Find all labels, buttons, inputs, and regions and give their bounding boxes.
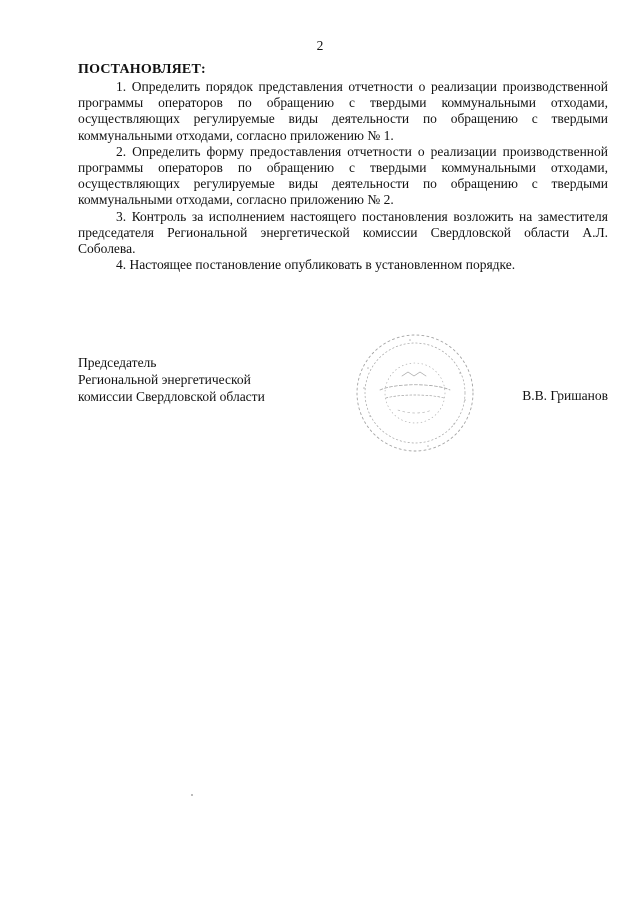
paragraph-1: 1. Определить порядок представления отчетности о реализации производственной программы операторов по обращению с твердыми коммунальными отходами, осуществляющих регулируемые виды деятельности по обращению с твердыми коммунальными отходами, согласно приложению № 1. — [78, 79, 608, 143]
official-seal-stamp — [350, 328, 480, 458]
signer-position — [78, 354, 265, 405]
paragraph-2: 2. Определить форму предоставления отчетности о реализации производственной программы операторов по обращению с твердыми коммунальными отходами, осуществляющих регулируемые виды деятельности по обращению с твердыми коммунальными отходами, согласно приложению № 2. — [78, 143, 608, 208]
paragraph-3: 3. Контроль за исполнением настоящего постановления возложить на заместителя председателя Региональной энергетической комиссии Свердловской области А.Л. Соболева. — [78, 208, 608, 257]
signer-position-line-2: Региональной энергетической — [78, 372, 251, 387]
signer-name: В.В. Гришанов — [522, 388, 608, 403]
decree-heading: ПОСТАНОВЛЯЕТ: — [78, 62, 206, 77]
decree-body — [78, 79, 608, 273]
signer-position-line-3: комиссии Свердловской области — [78, 389, 265, 404]
page-number: 2 — [316, 38, 324, 53]
scan-speck — [191, 794, 193, 796]
paragraph-4: 4. Настоящее постановление опубликовать в установленном порядке. — [116, 257, 516, 273]
signer-position-line-1: Председатель — [78, 355, 157, 370]
